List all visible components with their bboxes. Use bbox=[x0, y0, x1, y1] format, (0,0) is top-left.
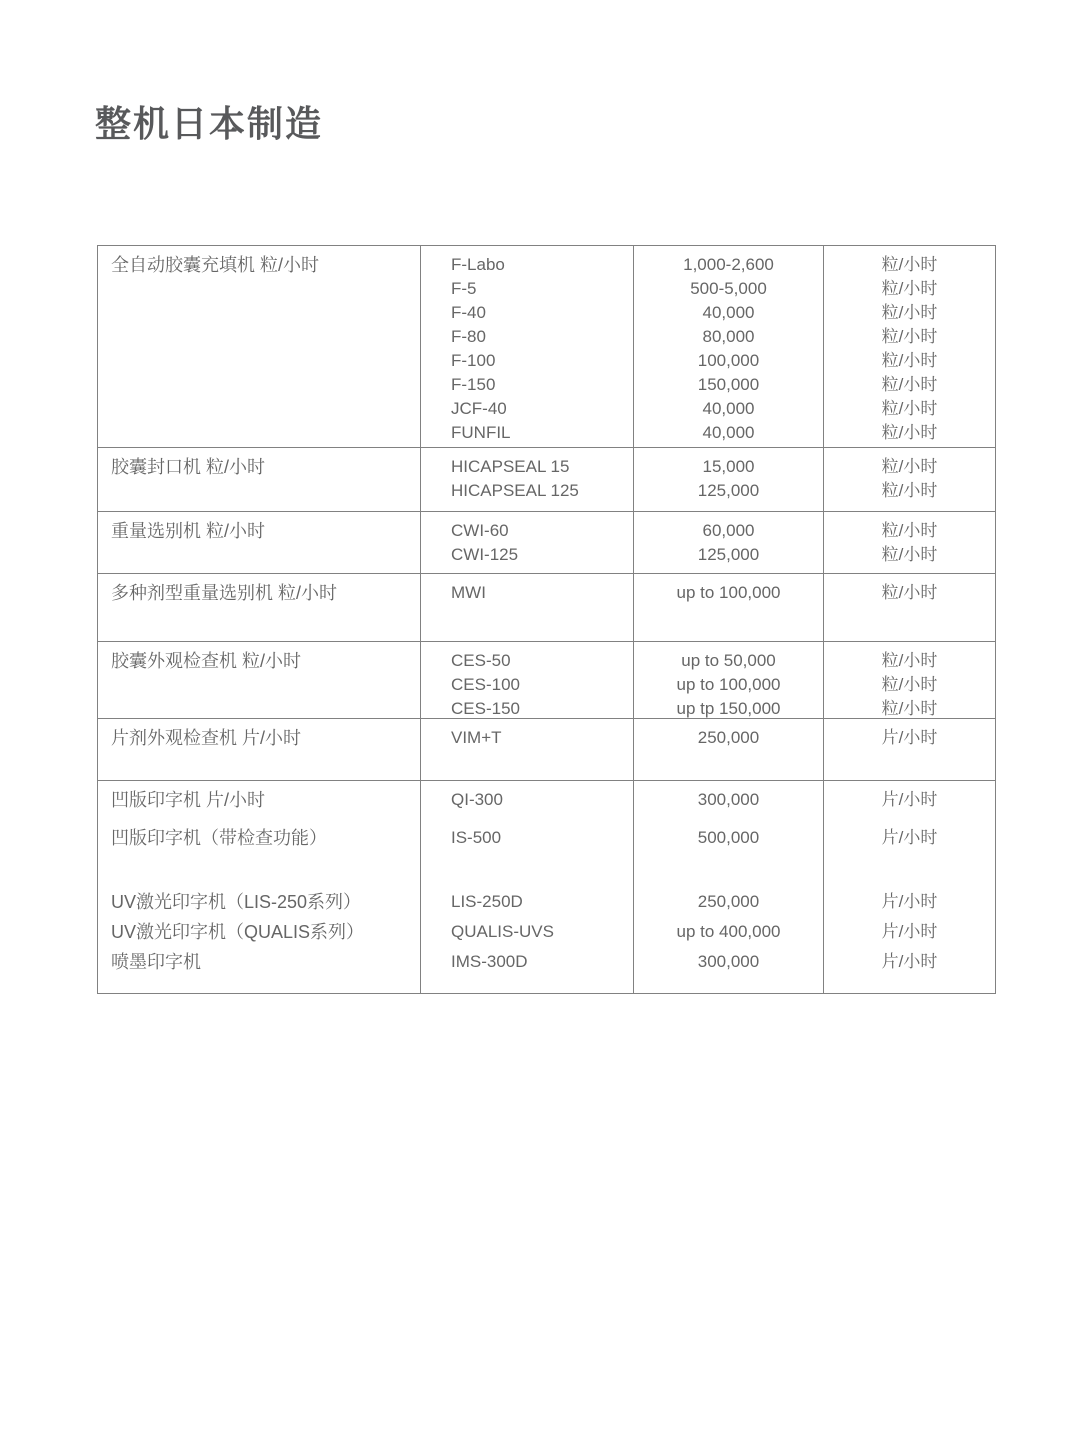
capacity-text: up tp 150,000 bbox=[676, 699, 781, 718]
category-text: 多种剂型重量选别机 粒/小时 bbox=[111, 583, 338, 603]
capacity-text: up to 100,000 bbox=[676, 583, 781, 602]
capacity-text: 125,000 bbox=[697, 481, 760, 500]
unit-text: 粒/小时 bbox=[881, 255, 938, 274]
capacity-text: 300,000 bbox=[697, 952, 760, 971]
category-text: 胶囊外观检查机 粒/小时 bbox=[111, 651, 302, 671]
category-text: UV激光印字机（LIS-250系列） bbox=[111, 892, 362, 912]
model-text: F-80 bbox=[451, 327, 486, 346]
model-cell bbox=[421, 574, 634, 641]
category-text: 胶囊封口机 粒/小时 bbox=[111, 457, 266, 477]
category-cell bbox=[98, 246, 421, 447]
capacity-text: 80,000 bbox=[702, 327, 755, 346]
model-cell bbox=[421, 642, 634, 718]
category-text bbox=[111, 421, 412, 445]
capacity-text: 300,000 bbox=[697, 790, 760, 809]
category-text: UV激光印字机（QUALIS系列） bbox=[111, 922, 365, 942]
table-row-capsule-sealing-machines bbox=[98, 448, 995, 512]
unit-text: 粒/小时 bbox=[881, 699, 938, 718]
model-cell bbox=[421, 448, 634, 511]
category-text bbox=[111, 301, 412, 325]
unit-text: 片/小时 bbox=[881, 892, 938, 911]
category-text: 凹版印字机（带检查功能） bbox=[111, 828, 327, 848]
capacity-text: 500-5,000 bbox=[690, 279, 767, 298]
capacity-cell bbox=[634, 512, 824, 573]
unit-text: 粒/小时 bbox=[881, 583, 938, 602]
unit-text: 粒/小时 bbox=[881, 399, 938, 418]
model-text: F-100 bbox=[451, 351, 496, 370]
capacity-text: 125,000 bbox=[697, 545, 760, 564]
model-text: CES-50 bbox=[451, 651, 511, 670]
capacity-cell bbox=[634, 719, 824, 780]
model-cell bbox=[421, 512, 634, 573]
model-text: HICAPSEAL 125 bbox=[451, 481, 579, 500]
unit-text: 粒/小时 bbox=[881, 375, 938, 394]
capacity-cell bbox=[634, 642, 824, 718]
model-text: JCF-40 bbox=[451, 399, 507, 418]
unit-text: 片/小时 bbox=[881, 728, 938, 747]
category-cell bbox=[98, 574, 421, 641]
category-cell bbox=[98, 719, 421, 780]
capacity-text: 250,000 bbox=[697, 892, 760, 911]
capacity-text: 15,000 bbox=[702, 457, 755, 476]
unit-text: 片/小时 bbox=[881, 790, 938, 809]
category-cell bbox=[98, 448, 421, 511]
model-cell bbox=[421, 781, 634, 993]
model-text: F-150 bbox=[451, 375, 496, 394]
unit-text: 粒/小时 bbox=[881, 481, 938, 500]
category-text: 重量选别机 粒/小时 bbox=[111, 521, 266, 541]
model-text: MWI bbox=[451, 583, 486, 602]
machine-capacity-table bbox=[97, 245, 996, 994]
model-text: F-5 bbox=[451, 279, 477, 298]
model-text: QUALIS-UVS bbox=[451, 922, 554, 941]
unit-text: 粒/小时 bbox=[881, 521, 938, 540]
unit-cell bbox=[824, 781, 995, 993]
unit-cell bbox=[824, 512, 995, 573]
model-cell bbox=[421, 246, 634, 447]
category-cell bbox=[98, 512, 421, 573]
unit-text: 粒/小时 bbox=[881, 351, 938, 370]
category-text bbox=[111, 697, 412, 718]
model-text: F-Labo bbox=[451, 255, 505, 274]
model-text: LIS-250D bbox=[451, 892, 523, 911]
capacity-text: 100,000 bbox=[697, 351, 760, 370]
unit-text: 片/小时 bbox=[881, 828, 938, 847]
capacity-cell bbox=[634, 448, 824, 511]
model-cell bbox=[421, 719, 634, 780]
category-text bbox=[111, 543, 412, 567]
category-text bbox=[111, 373, 412, 397]
unit-text: 粒/小时 bbox=[881, 651, 938, 670]
table-row-multi-dosage-weight-sorting-machine bbox=[98, 574, 995, 642]
model-text: F-40 bbox=[451, 303, 486, 322]
unit-cell bbox=[824, 642, 995, 718]
category-text bbox=[111, 479, 412, 503]
unit-text: 片/小时 bbox=[881, 922, 938, 941]
model-text: IS-500 bbox=[451, 828, 502, 847]
unit-cell bbox=[824, 719, 995, 780]
category-text bbox=[111, 277, 412, 301]
capacity-text: 250,000 bbox=[697, 728, 760, 747]
category-text bbox=[111, 673, 412, 697]
model-text: CWI-60 bbox=[451, 521, 509, 540]
capacity-text: up to 50,000 bbox=[681, 651, 776, 670]
unit-text: 粒/小时 bbox=[881, 303, 938, 322]
capacity-text: 40,000 bbox=[702, 423, 755, 442]
unit-text: 粒/小时 bbox=[881, 675, 938, 694]
model-text: QI-300 bbox=[451, 790, 503, 809]
unit-cell bbox=[824, 448, 995, 511]
page-title: 整机日本制造 bbox=[95, 103, 324, 144]
model-text: VIM+T bbox=[451, 728, 502, 747]
model-text: HICAPSEAL 15 bbox=[451, 457, 570, 476]
capacity-text: 150,000 bbox=[697, 375, 760, 394]
table-row-printing-machines bbox=[98, 781, 995, 993]
capacity-text: 40,000 bbox=[702, 399, 755, 418]
table-row-capsule-visual-inspection-machines bbox=[98, 642, 995, 719]
table-row-tablet-visual-inspection-machine bbox=[98, 719, 995, 781]
capacity-cell bbox=[634, 246, 824, 447]
category-text: 凹版印字机 片/小时 bbox=[111, 790, 266, 810]
capacity-text: up to 400,000 bbox=[676, 922, 781, 941]
unit-cell bbox=[824, 574, 995, 641]
model-text: CWI-125 bbox=[451, 545, 519, 564]
capacity-cell bbox=[634, 781, 824, 993]
category-text bbox=[111, 325, 412, 349]
category-cell bbox=[98, 642, 421, 718]
unit-text: 粒/小时 bbox=[881, 545, 938, 564]
unit-cell bbox=[824, 246, 995, 447]
capacity-text: 1,000-2,600 bbox=[683, 255, 774, 274]
capacity-text: up to 100,000 bbox=[676, 675, 781, 694]
model-text: CES-150 bbox=[451, 699, 520, 718]
category-text bbox=[111, 397, 412, 421]
unit-text: 粒/小时 bbox=[881, 327, 938, 346]
capacity-text: 500,000 bbox=[697, 828, 760, 847]
table-row-capsule-filling-machines bbox=[98, 246, 995, 448]
category-text: 片剂外观检查机 片/小时 bbox=[111, 728, 302, 748]
unit-text: 片/小时 bbox=[881, 952, 938, 971]
model-text: CES-100 bbox=[451, 675, 520, 694]
category-cell bbox=[98, 781, 421, 993]
unit-text: 粒/小时 bbox=[881, 423, 938, 442]
unit-text: 粒/小时 bbox=[881, 279, 938, 298]
category-text: 喷墨印字机 bbox=[111, 952, 201, 972]
capacity-text: 40,000 bbox=[702, 303, 755, 322]
category-text bbox=[111, 349, 412, 373]
model-text: FUNFIL bbox=[451, 423, 511, 442]
category-text: 全自动胶囊充填机 粒/小时 bbox=[111, 255, 320, 275]
capacity-text: 60,000 bbox=[702, 521, 755, 540]
unit-text: 粒/小时 bbox=[881, 457, 938, 476]
table-row-weight-sorting-machines bbox=[98, 512, 995, 574]
model-text: IMS-300D bbox=[451, 952, 528, 971]
capacity-cell bbox=[634, 574, 824, 641]
